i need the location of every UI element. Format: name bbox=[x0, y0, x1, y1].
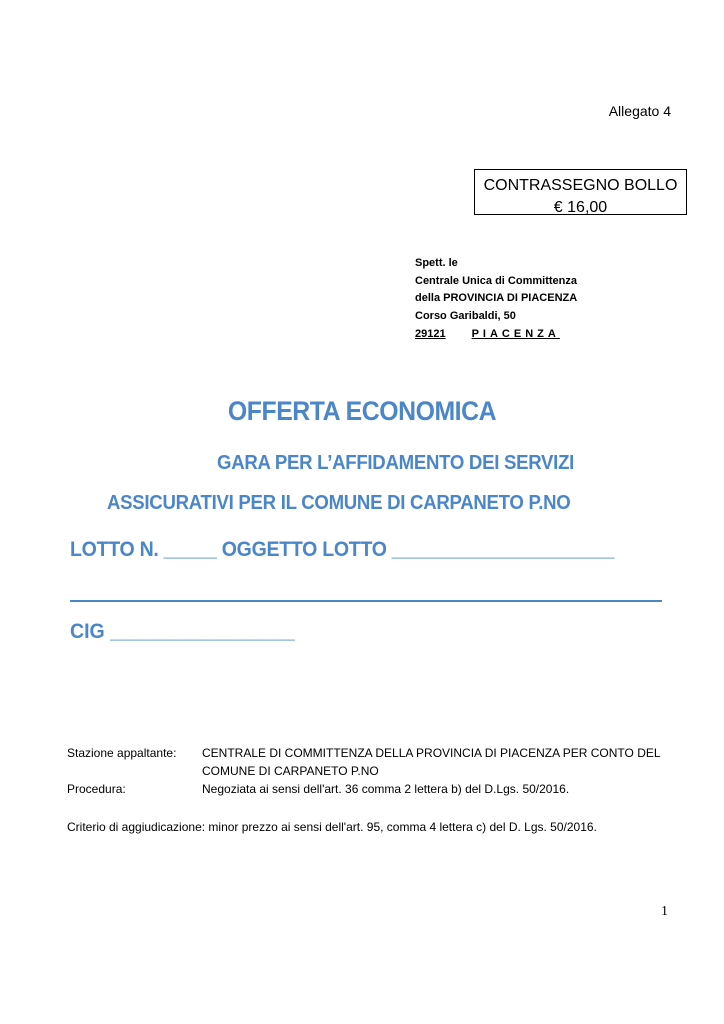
page-title: OFFERTA ECONOMICA bbox=[227, 396, 497, 426]
recipient-street: Corso Garibaldi, 50 bbox=[415, 310, 516, 322]
procedura-value: Negoziata ai sensi dell'art. 36 comma 2 lettera b) del D.Lgs. 50/2016. bbox=[202, 782, 570, 796]
recipient-cap: 29121 bbox=[415, 328, 446, 340]
recipient-city-line bbox=[415, 328, 560, 340]
recipient-province: della PROVINCIA DI PIACENZA bbox=[415, 292, 578, 304]
criterio-text: Criterio di aggiudicazione: minor prezzo ai sensi dell'art. 95, comma 4 lettera c) del D. Lgs. 50/2016. bbox=[67, 820, 597, 834]
lotto-field: LOTTO N. _____ OGGETTO LOTTO _____________________ bbox=[70, 538, 615, 561]
stazione-value-1: CENTRALE DI COMMITTENZA DELLA PROVINCIA DI PIACENZA PER CONTO DEL bbox=[202, 746, 661, 760]
stamp-box-title: CONTRASSEGNO BOLLO bbox=[483, 177, 678, 194]
subtitle-line-1: GARA PER L’AFFIDAMENTO DEI SERVIZI bbox=[217, 452, 575, 474]
page-number: 1 bbox=[661, 904, 668, 919]
cig-field: CIG _________________ bbox=[70, 620, 295, 643]
recipient-name: Centrale Unica di Committenza bbox=[415, 275, 577, 287]
attachment-label: Allegato 4 bbox=[608, 103, 671, 119]
stazione-label: Stazione appaltante: bbox=[67, 746, 177, 760]
stamp-box bbox=[474, 169, 687, 215]
procedura-label: Procedura: bbox=[67, 782, 126, 796]
recipient-city: PIACENZA bbox=[471, 328, 560, 340]
blank-fill-line bbox=[70, 573, 662, 602]
stazione-value-2: COMUNE DI CARPANETO P.NO bbox=[202, 764, 379, 778]
stamp-box-amount: € 16,00 bbox=[553, 199, 608, 216]
subtitle-line-2: ASSICURATIVI PER IL COMUNE DI CARPANETO P.NO bbox=[107, 492, 571, 514]
recipient-salutation: Spett. le bbox=[415, 257, 458, 269]
